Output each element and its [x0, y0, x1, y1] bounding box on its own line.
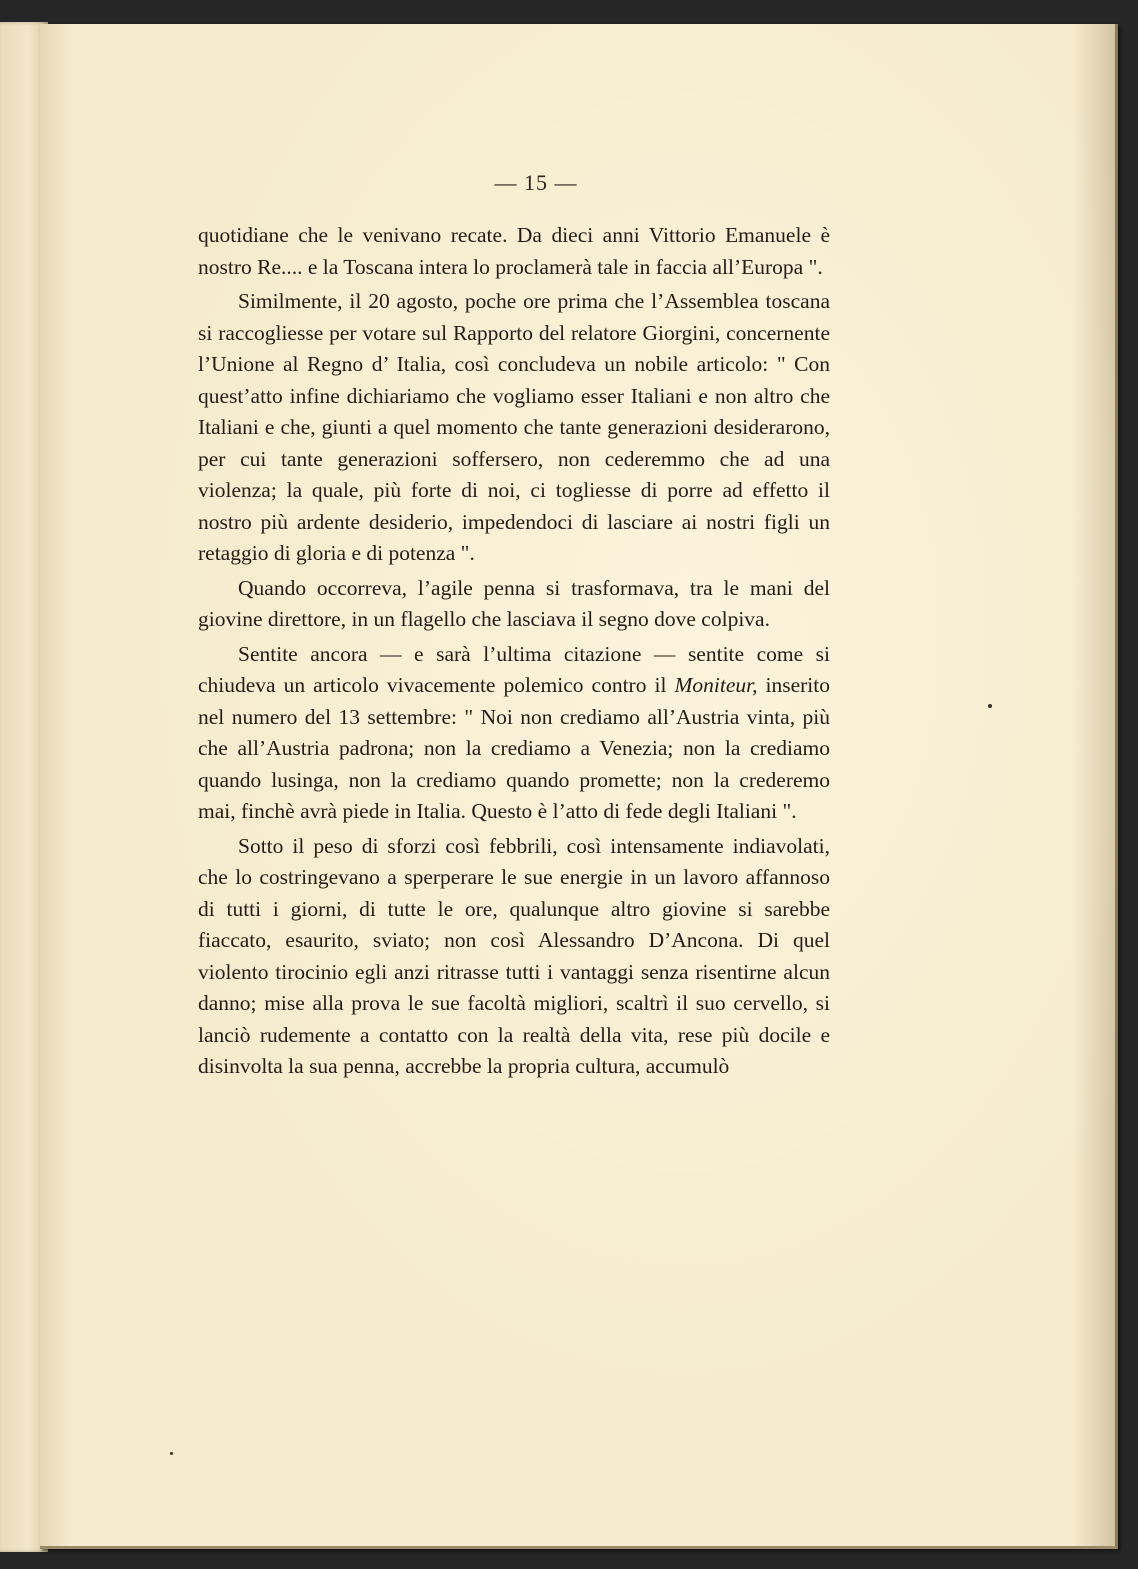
paragraph-3: [198, 573, 830, 636]
paragraph-5: [198, 831, 830, 1083]
italic-title: Moniteur,: [674, 673, 758, 697]
paragraph-4: [198, 639, 830, 828]
paper-speck: [988, 704, 992, 708]
paragraph-2: [198, 286, 830, 570]
text-run: Sotto il peso di sforzi così febbrili, così intensamente indiavolati, che lo costringevano a sperperare le sue energie in un lavoro affannoso di tutti i giorni, di tutte le ore, qualunque altro giovine si sarebbe fiaccato, esaurito, sviato; non così Alessandro D’Ancona. Di quel violento tirocinio egli anzi ritrasse tutti i vantaggi senza risentirne alcun danno; mise alla prova le sue facoltà migliori, scaltrì il suo cervello, si lanciò rudemente a contatto con la realtà della vita, rese più docile e disinvolta la sua penna, accrebbe la propria cultura, accumulò: [198, 833, 830, 1078]
book-page: [40, 24, 1118, 1549]
page-body-text: [198, 220, 830, 1083]
page-number: — 15 —: [494, 170, 578, 195]
text-run: inserito nel numero del 13 settembre: " Noi non crediamo all’Austria vinta, più che all’Austria padrona; non la crediamo a Venezia; non la crediamo quando lusinga, non la crediamo quando promette; non la crederemo mai, finchè avrà piede in Italia. Questo è l’atto di fede degli Italiani ".: [198, 673, 830, 823]
text-run: quotidiane che le venivano recate. Da dieci anni Vittorio Emanuele è nostro Re.... e la Toscana intera lo proclamerà tale in faccia all’Europa ".: [198, 223, 830, 279]
text-run: Sentite ancora — e sarà l’ultima citazione — sentite come si chiudeva un articolo vivacemente polemico contro il: [198, 641, 830, 697]
paper-speck: [170, 1452, 173, 1455]
text-run: Quando occorreva, l’agile penna si trasformava, tra le mani del giovine direttore, in un flagello che lasciava il segno dove colpiva.: [198, 575, 830, 631]
text-run: Similmente, il 20 agosto, poche ore prima che l’Assemblea toscana si raccogliesse per votare sul Rapporto del relatore Giorgini, concernente l’Unione al Regno d’ Italia, così concludeva un nobile articolo: " Con quest’atto infine dichiariamo che vogliamo esser Italiani e non altro che Italiani e che, giunti a quel momento che tante generazioni desiderarono, per cui tante generazioni soffersero, non cederemmo che ad una violenza; la quale, più forte di noi, ci togliesse di porre ad effetto il nostro più ardente desiderio, impedendoci di lasciare ai nostri figli un retaggio di gloria e di potenza ".: [198, 289, 830, 565]
paragraph-1: [198, 220, 830, 283]
